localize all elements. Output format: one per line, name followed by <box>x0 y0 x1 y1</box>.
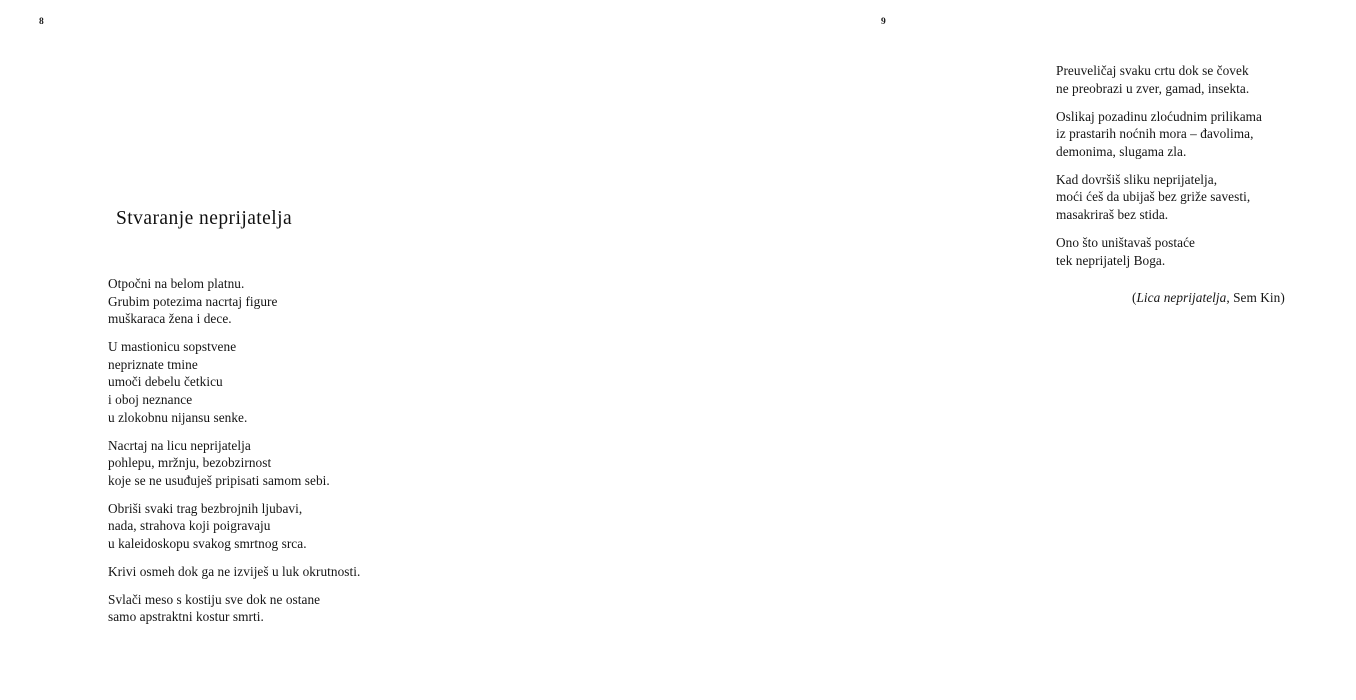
poem-line: u zlokobnu nijansu senke. <box>108 409 248 425</box>
stanza <box>108 500 438 553</box>
poem-line: Grubim potezima nacrtaj figure <box>108 293 278 309</box>
poem-line: U mastionicu sopstvene <box>108 339 237 355</box>
poem-line: Krivi osmeh dok ga ne izviješ u luk okrutnosti. <box>108 563 361 579</box>
poem-line: nada, strahova koji poigravaju <box>108 518 271 534</box>
poem-attribution <box>1056 289 1356 307</box>
poem-line: Otpočni na belom platnu. <box>108 276 245 291</box>
poem-line: moći ćeš da ubijaš bez griže savesti, <box>1056 189 1251 205</box>
poem-line: muškaraca žena i dece. <box>108 311 232 327</box>
poem-line: masakriraš bez stida. <box>1056 206 1169 222</box>
poem-line: Ono što uništavaš postaće <box>1056 234 1195 250</box>
stanza <box>1056 171 1356 224</box>
poem-line: pohlepu, mržnju, bezobzirnost <box>108 455 272 471</box>
stanza <box>1056 62 1356 97</box>
poem-line: u kaleidoskopu svakog smrtnog srca. <box>108 535 307 551</box>
stanza <box>108 275 438 328</box>
poem-line: ne preobrazi u zver, gamad, insekta. <box>1056 80 1250 96</box>
poem-line: nepriznate tmine <box>108 356 198 372</box>
poem-body-right <box>1056 62 1356 307</box>
poem-line: Kad dovršiš sliku neprijatelja, <box>1056 171 1218 187</box>
poem-line: iz prastarih noćnih mora – đavolima, <box>1056 126 1254 142</box>
stanza <box>108 437 438 490</box>
stanza <box>108 338 438 426</box>
poem-line: samo apstraktni kostur smrti. <box>108 609 264 625</box>
page-number-left: 8 <box>39 17 44 27</box>
poem-line: Nacrtaj na licu neprijatelja <box>108 437 251 453</box>
poem-body-left <box>108 275 438 626</box>
poem-line: Oslikaj pozadinu zloćudnim prilikama <box>1056 108 1263 124</box>
attribution-open-paren: ( <box>1132 290 1137 306</box>
stanza <box>1056 108 1356 161</box>
attribution-work-title: Lica neprijatelja <box>1136 290 1227 306</box>
poem-line: koje se ne usuđuješ pripisati samom sebi. <box>108 472 330 488</box>
poem-line: i oboj neznance <box>108 391 193 407</box>
poem-title: Stvaranje neprijatelja <box>116 208 293 229</box>
page-left <box>0 0 460 700</box>
stanza <box>1056 234 1356 269</box>
poem-line: Preuveličaj svaku crtu dok se čovek <box>1056 63 1249 78</box>
poem-line: Svlači meso s kostiju sve dok ne ostane <box>108 591 321 607</box>
poem-line: demonima, slugama zla. <box>1056 143 1187 159</box>
poem-line: umoči debelu četkicu <box>108 374 223 390</box>
poem-line: tek neprijatelj Boga. <box>1056 252 1166 268</box>
stanza <box>108 591 438 626</box>
attribution-author: , Sem Kin) <box>1226 290 1285 306</box>
stanza <box>108 563 438 581</box>
poem-line: Obriši svaki trag bezbrojnih ljubavi, <box>108 500 303 516</box>
page-right <box>460 0 1285 700</box>
page-number-right: 9 <box>881 17 886 27</box>
